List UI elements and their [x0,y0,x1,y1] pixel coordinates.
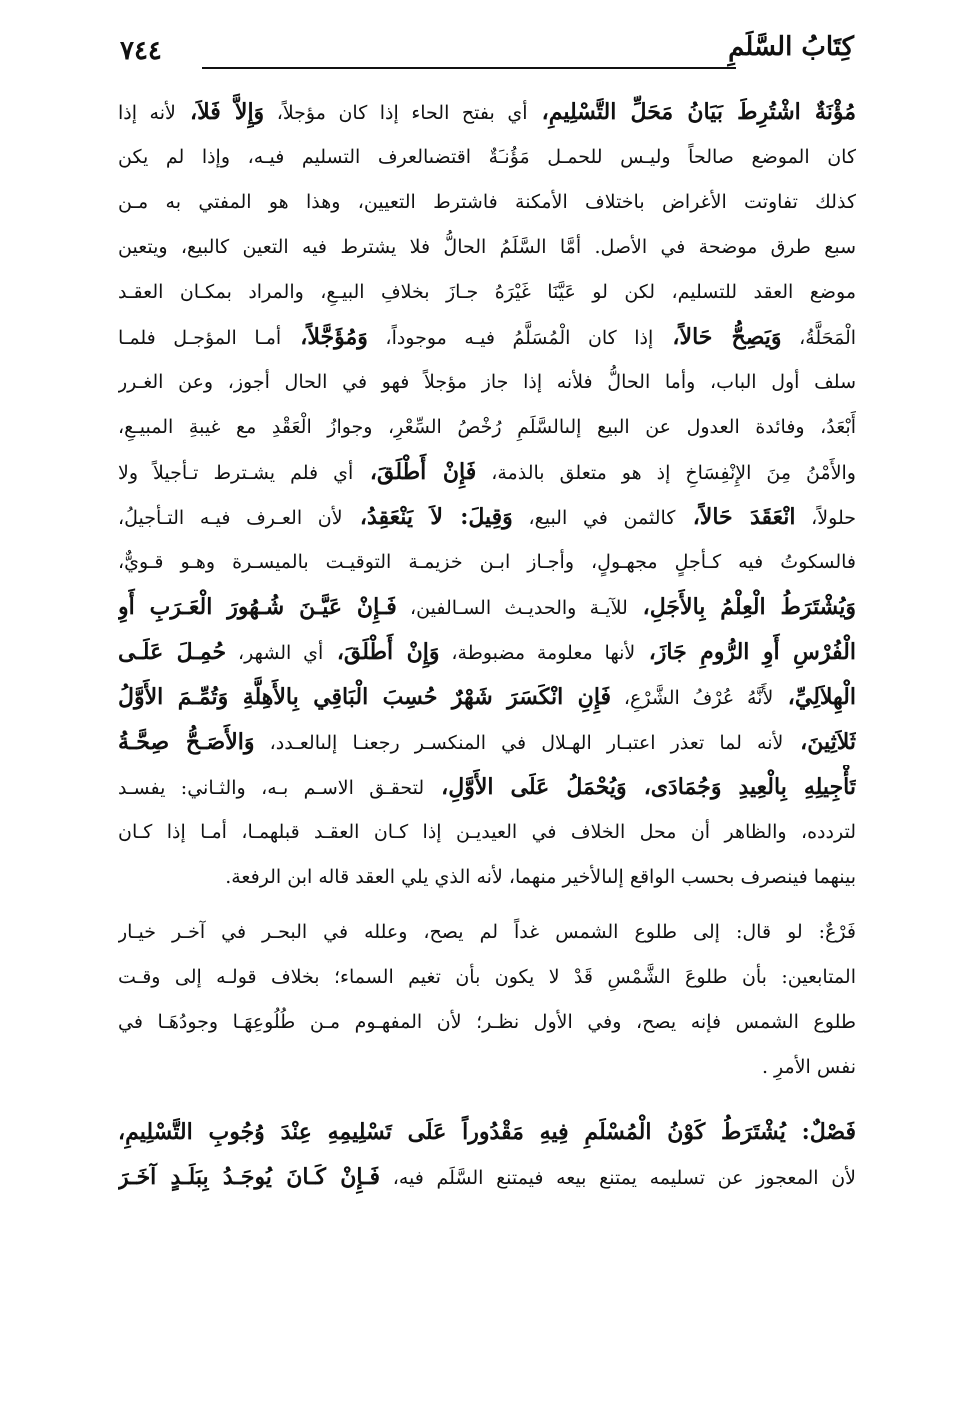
matn-text: وَإِنْ أَطْلَقَ، [323,639,440,665]
sharh-text: أي فلم يشـترط تـأجيلاً ولا [118,462,354,484]
sharh-text: كان الموضع صالحاً وليـس للحمـل مَؤُنـَةٌ اقتضىالعرف التسليم فيـه، وإذا لم يكن [118,146,856,168]
matn-text: وَإِلاَّ فَلاَ، [175,99,265,125]
running-title: كِتَابُ السَّلَمِ [728,32,854,62]
sharh-text: حلولاً، [795,507,856,529]
sharh-text: لأنه إذا [118,102,176,124]
paragraph [118,1110,856,1200]
text-line [118,495,856,540]
page-number: ٧٤٤ [120,36,162,66]
text-line [118,540,856,585]
body-text [118,90,856,1200]
matn-text: فَـإِنْ كَـانَ يُوجَـدُ بِبَلَـدٍ آخَـرَ [118,1164,381,1190]
sharh-text: لتحقـق الاسـم بـه، والثـاني: يفسـد [118,777,425,799]
text-line [118,810,856,855]
sharh-text: بينهما فينصرف بحسب الواقع إلىالأخير منهما، لأنه الذي يلي العقد قاله ابن الرفعة. [225,866,856,888]
text-line [118,1110,856,1155]
text-line [118,765,856,810]
sharh-text: للآيـة والحديـث السـالفين، [396,597,628,619]
sharh-text: لتردده، والظاهر أن محل الخلاف في العيديـن إذا كـان العقـد قبلهمـا، أمـا إذا كـان [118,821,856,843]
matn-text: فَـإِنْ عَيَّـنَ شُـهُورَ الْعَـرَبِ أَوِ [118,594,397,620]
text-line [118,910,856,955]
text-line [118,135,856,180]
sharh-text: نفس الأمرِ . [761,1056,856,1078]
text-line [118,1045,856,1090]
text-line [118,315,856,360]
matn-text: فَإِنِ انْكَسَرَ شَهْرٌ حُسِبَ الْبَاقِي بِالأَهِلَّةِ وَتُمِّـمَ الأَوَّلُ [118,684,612,710]
sharh-text: إذا كان الْمُسَلَّمُ فيـه موجوداً، [367,327,654,349]
text-line [118,405,856,450]
sharh-text: لأن المعجوز عن تسليمه يمتنع بيعه فيمتنع السَّلَم فيه، [380,1167,856,1189]
sharh-text: لأن العـرف فيـه التـأجيلُ، [118,507,343,529]
paragraph [118,90,856,900]
matn-text: وَقِيلَ: لاَ يَنْعَقِدُ، [342,504,513,530]
sharh-text: لأنه لما تعذر اعتبـار الهـلال في المنكسـر رجعنـا إلىالعـدد، [254,732,784,754]
matn-text: الْهِلاَلِيِّ، [773,684,856,710]
matn-text: تَأْجِيلِهِ بِالْعِيدِ وَجُمَادَى، وَيُحْمَلُ عَلَى الأَوَّلِ، [424,774,856,800]
header-rule [202,67,736,69]
sharh-text: لأنها معلومة مضبوطة، [439,642,636,664]
matn-text: ثَلاَثِينَ، [783,729,856,755]
sharh-text: والأَمْنُ مِنَ الإِنْفِسَاخِ إذ هو متعلق بالذمة، [476,462,856,484]
text-line [118,1000,856,1045]
sharh-text: طلوع الشمس فإنه يصح، وفي الأول نظـر؛ لأن المفهـوم مـن طُلُوعِهَـا وجودُهَـا في [118,1011,856,1033]
sharh-text: أمـا المؤجـل فلمـا [118,327,282,349]
text-line [118,630,856,675]
text-line [118,955,856,1000]
text-line [118,270,856,315]
sharh-text: المتابعين: بأن طلوعَ الشَّمْسِ قَدْ لا يكون بأن تغيم السماء؛ بخلاف قولـه إلى وقـت [118,966,856,988]
text-line [118,450,856,495]
paragraph [118,910,856,1090]
text-line [118,675,856,720]
text-line [118,225,856,270]
text-line [118,360,856,405]
text-line [118,180,856,225]
text-line [118,90,856,135]
sharh-text: أَبْعَدُ، وفائدة العدول عن البيع إلىالسَّلَمِ رُخْصُ السِّعْرِ، وجوازُ الْعَقْدِ مع غيبةِ المبيـعِ، [118,416,856,438]
sharh-text: فَرْعٌ: لو قال: إلى طلوع الشمس غداً لم يصح، وعلله في البحـر في آخـر خيـار [118,921,856,943]
sharh-text: سبع طرق موضحة في الأصل. أمَّا السَّلَمُ الحالُّ فلا يشترط فيه التعين كالبيع، ويتعين [118,236,856,258]
matn-text: وَيَصِحُّ حَالاً، [653,324,782,350]
matn-text: فَصْلٌ: يُشْتَرَطُ كَوْنُ الْمُسْلَمِ فِيهِ مَقْدُوراً عَلَى تَسْلِيمِهِ عِنْدَ وُجُوبِ التَّسْلِيمِ، [118,1119,856,1145]
matn-text: وَيُشْتَرَطُ الْعِلْمُ بِالأَجَلِ، [627,594,856,620]
page-header [120,22,854,72]
text-line [118,720,856,765]
text-line [118,1155,856,1200]
text-line [118,585,856,630]
matn-text: الْفُرْسِ أَوِ الرُّومِ جَازَ، [635,639,856,665]
text-line [118,855,856,900]
sharh-text: أي بفتح الحاء إذا كان مؤجلاً، [264,102,528,124]
sharh-text: كالثمن في البيع، [512,507,676,529]
matn-text: وَالأَصَـحُّ صِحَّـةُ [118,729,255,755]
sharh-text: كذلك تفاوتت الأغراض باختلاف الأمكنة فاشترط التعيين، وهذا هو المفتي به مـن [118,191,856,213]
matn-text: حُمِـلَ عَلَـى [118,639,227,665]
matn-text: وَمُؤَجَّلاً، [281,324,368,350]
matn-text: مُؤْنَةٌ اشْتُرِطَ بَيَانُ مَحَلِّ التَّسْلِيمِ، [527,99,856,125]
matn-text: انْعَقَدَ حَالاً، [675,504,796,530]
sharh-text: الْمَحَلَّةُ، [781,327,856,349]
sharh-text: موضع العقد للتسليم، لكن لو عَيَّنَا غَيْرَهُ جـازَ بخلافِ البيـعِ، والمراد بمكـان العقـد [118,281,856,303]
sharh-text: أي الشهر، [226,642,324,664]
matn-text: فَإِنْ أَطْلَقَ، [353,459,477,485]
sharh-text: فالسكوتُ فيه كـأجلٍ مجهـولٍ، وأجـاز ابـن خزيمـة التوقيـت بالميسـرة وهـو قـويٌّ، [118,551,856,573]
sharh-text: لأَنَّهُ عُرْفُ الشَّرْعِ، [611,687,774,709]
sharh-text: سلف أول الباب، وأما الحالُّ فلأنه إذا جاز مؤجلاً فهو في الحال أجوز، وعن الغـرر [118,371,856,393]
